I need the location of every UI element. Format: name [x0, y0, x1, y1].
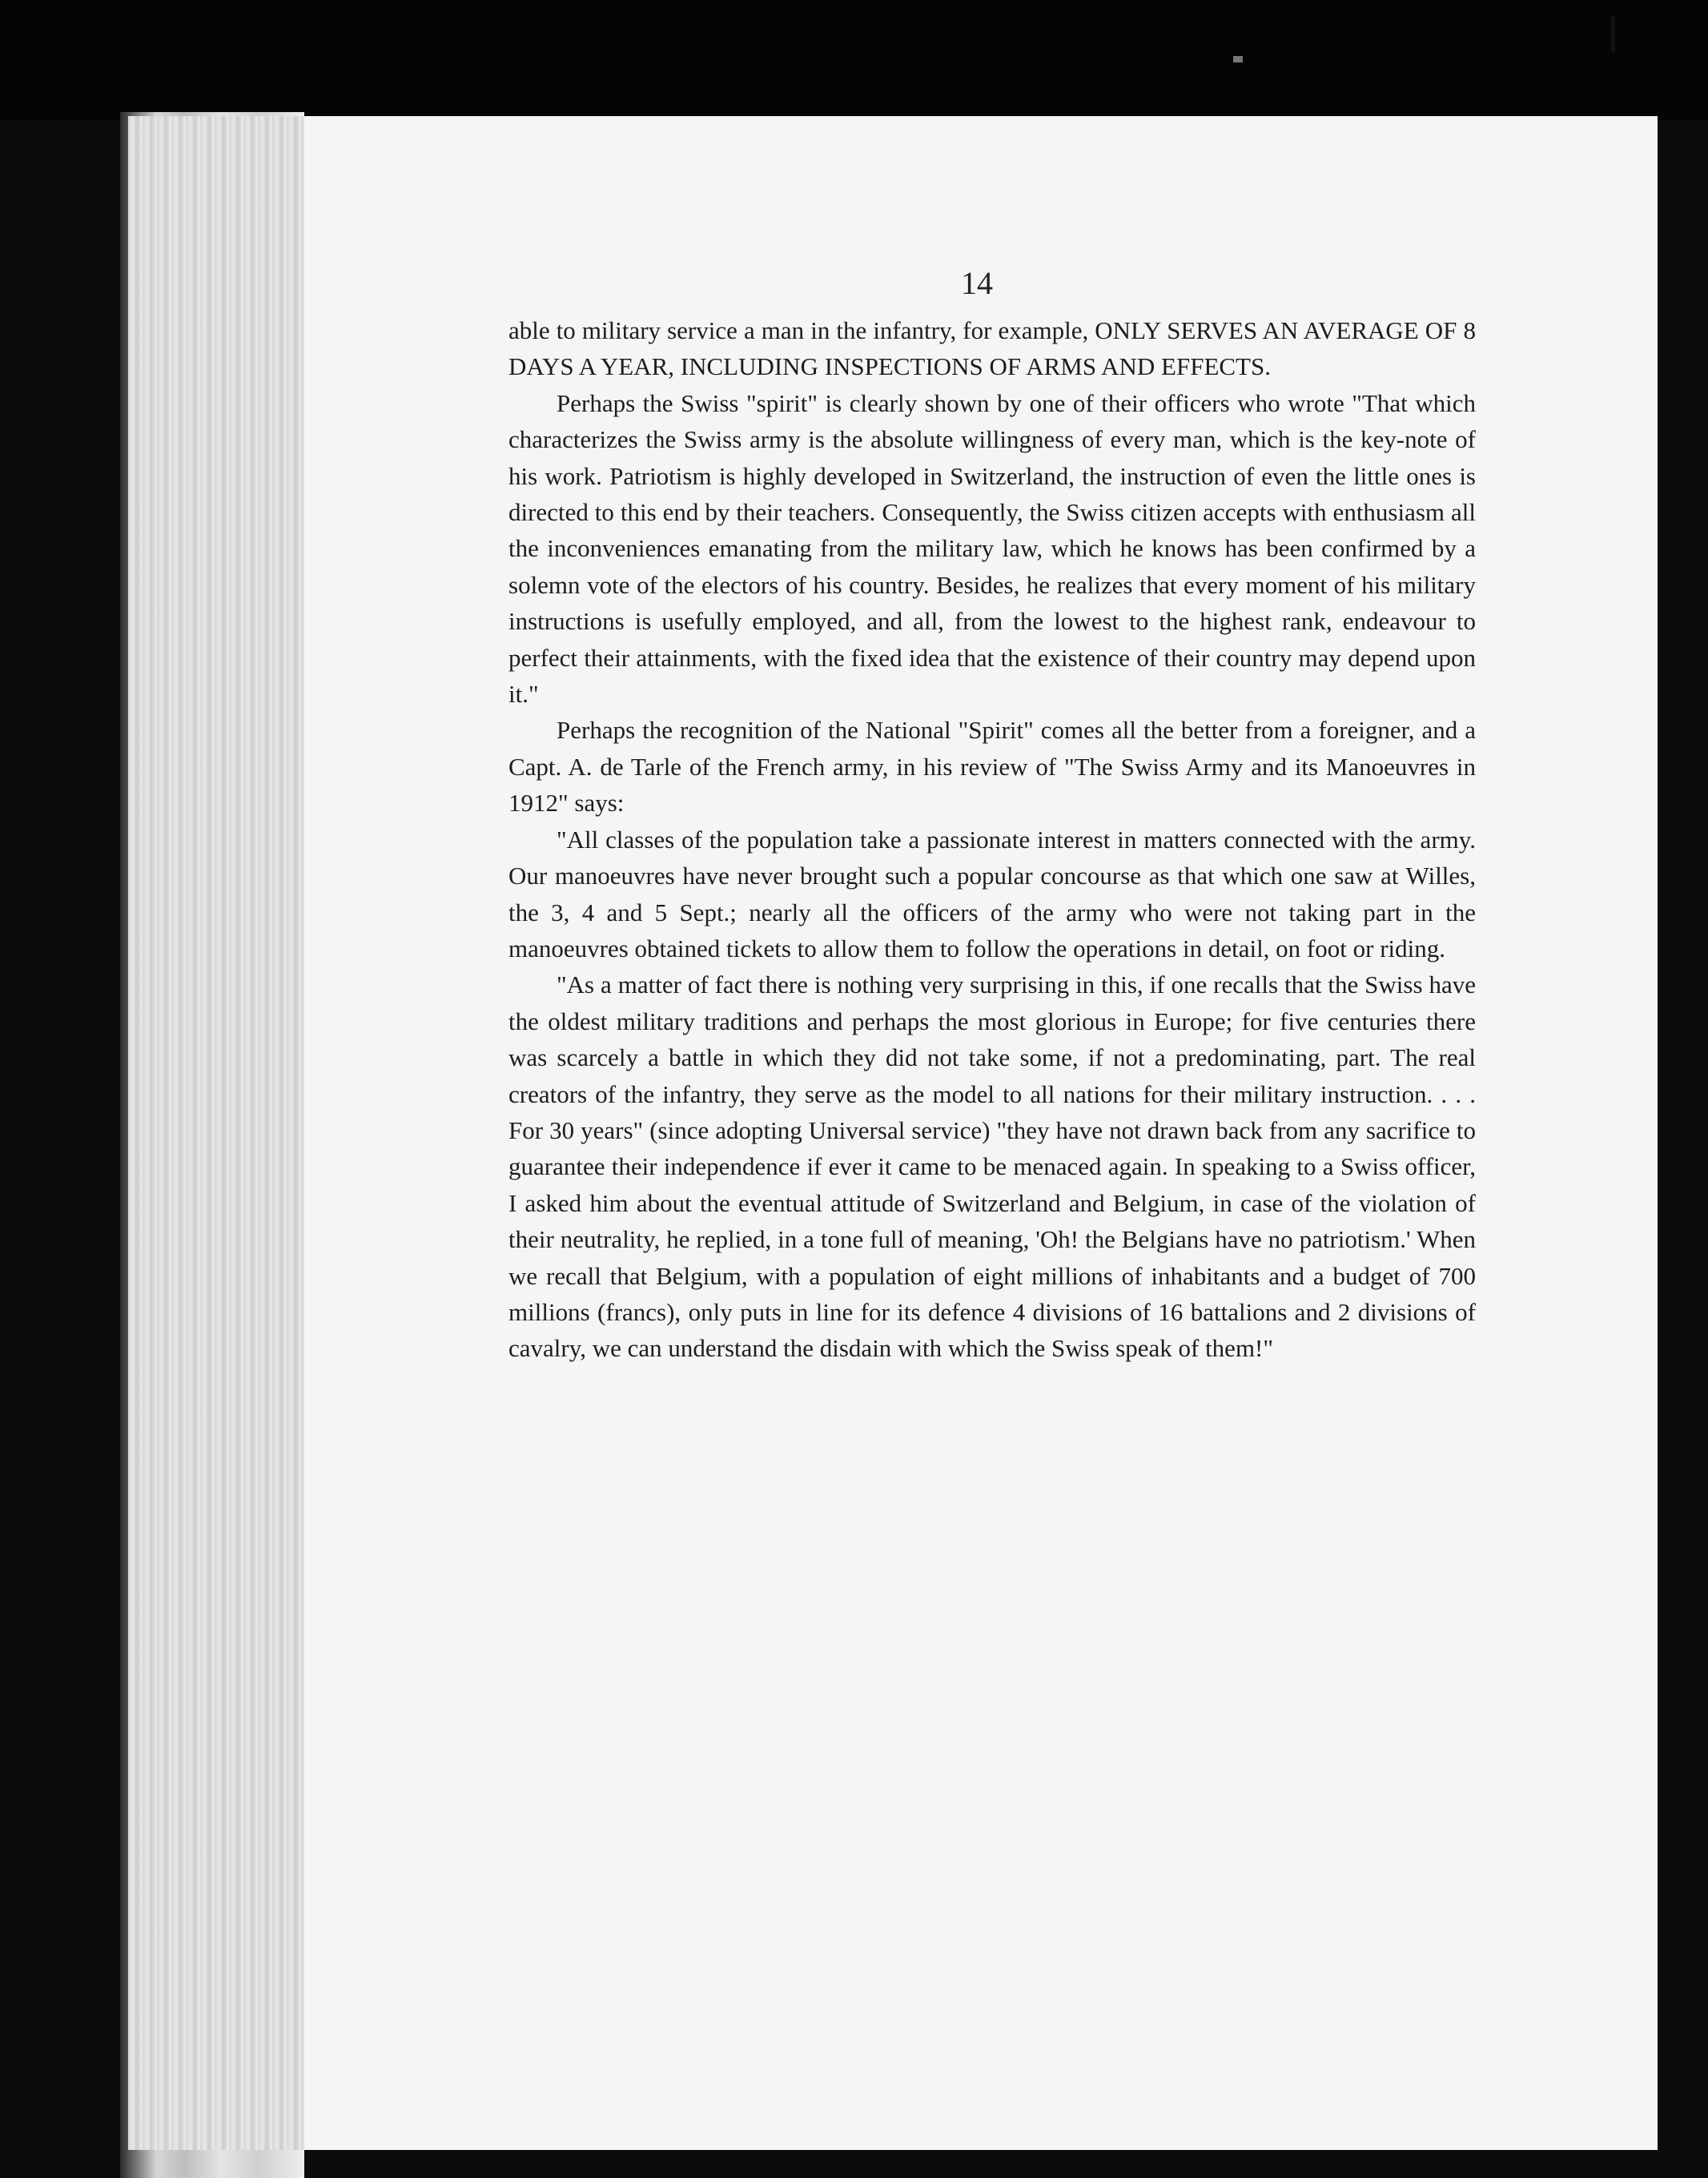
paragraph-5: "As a matter of fact there is nothing very surprising in this, if one recalls that the Swiss have the oldest military traditions and perhaps the most glorious in Europe; for five centuries there was scarcely a battle in which they did not take some, if not a predominating, part. The real creators of the infantry, they serve as the model to all nations for their military instruction. . . . For 30 years" (since adopting Universal service) "they have not drawn back from any sacrifice to guarantee their independence if ever it came to be menaced again. In speaking to a Swiss officer, I asked him about the eventual attitude of Switzerland and Belgium, in case of the violation of their neutrality, he replied, in a tone full of meaning, 'Oh! the Belgians have no patriotism.' When we recall that Belgium, with a population of eight millions of inhabitants and a budget of 700 millions (francs), only puts in line for its defence 4 divisions of 16 battalions and 2 divisions of cavalry, we can understand the disdain with which the Swiss speak of them!": [508, 970, 1476, 1363]
paragraph-4: "All classes of the population take a passionate interest in matters connected with the army. Our manoeuvres have never brought such a popular concourse as that which one saw at Willes, the 3, 4 and 5 Sept.; nearly all the officers of the army who were not taking part in the manoeuvres obtained tickets to allow them to follow the operations in detail, on foot or riding.: [508, 825, 1476, 962]
scan-mark: [1611, 16, 1615, 52]
page-gutter: [128, 116, 304, 2150]
scan-background: [0, 0, 1708, 120]
paragraph-3: Perhaps the recognition of the National "Spirit" comes all the better from a foreigner, and a Capt. A. de Tarle of the French army, in his review of "The Swiss Army and its Manoeuvres in 1912" says:: [508, 716, 1476, 818]
page-number: 14: [961, 265, 993, 301]
page-body: [508, 312, 1476, 1367]
scan-speck: [1233, 56, 1243, 62]
paragraph-2: Perhaps the Swiss "spirit" is clearly shown by one of their officers who wrote "That which characterizes the Swiss army is the absolute willingness of every man, which is the key-note of his work. Patriotism is highly developed in Switzerland, the instruction of even the little ones is directed to this end by their teachers. Consequently, the Swiss citizen accepts with enthusiasm all the inconveniences emanating from the military law, which he knows has been confirmed by a solemn vote of the electors of his country. Besides, he realizes that every moment of his military instructions is usefully employed, and all, from the lowest to the highest rank, endeavour to perfect their attainments, with the fixed idea that the existence of their country may depend upon it.": [508, 388, 1476, 709]
paragraph-1: able to military service a man in the infantry, for example, ONLY SERVES AN AVERAGE OF 8 DAYS A YEAR, INCLUDING INSPECTIONS OF ARMS AND EFFECTS.: [508, 316, 1476, 381]
